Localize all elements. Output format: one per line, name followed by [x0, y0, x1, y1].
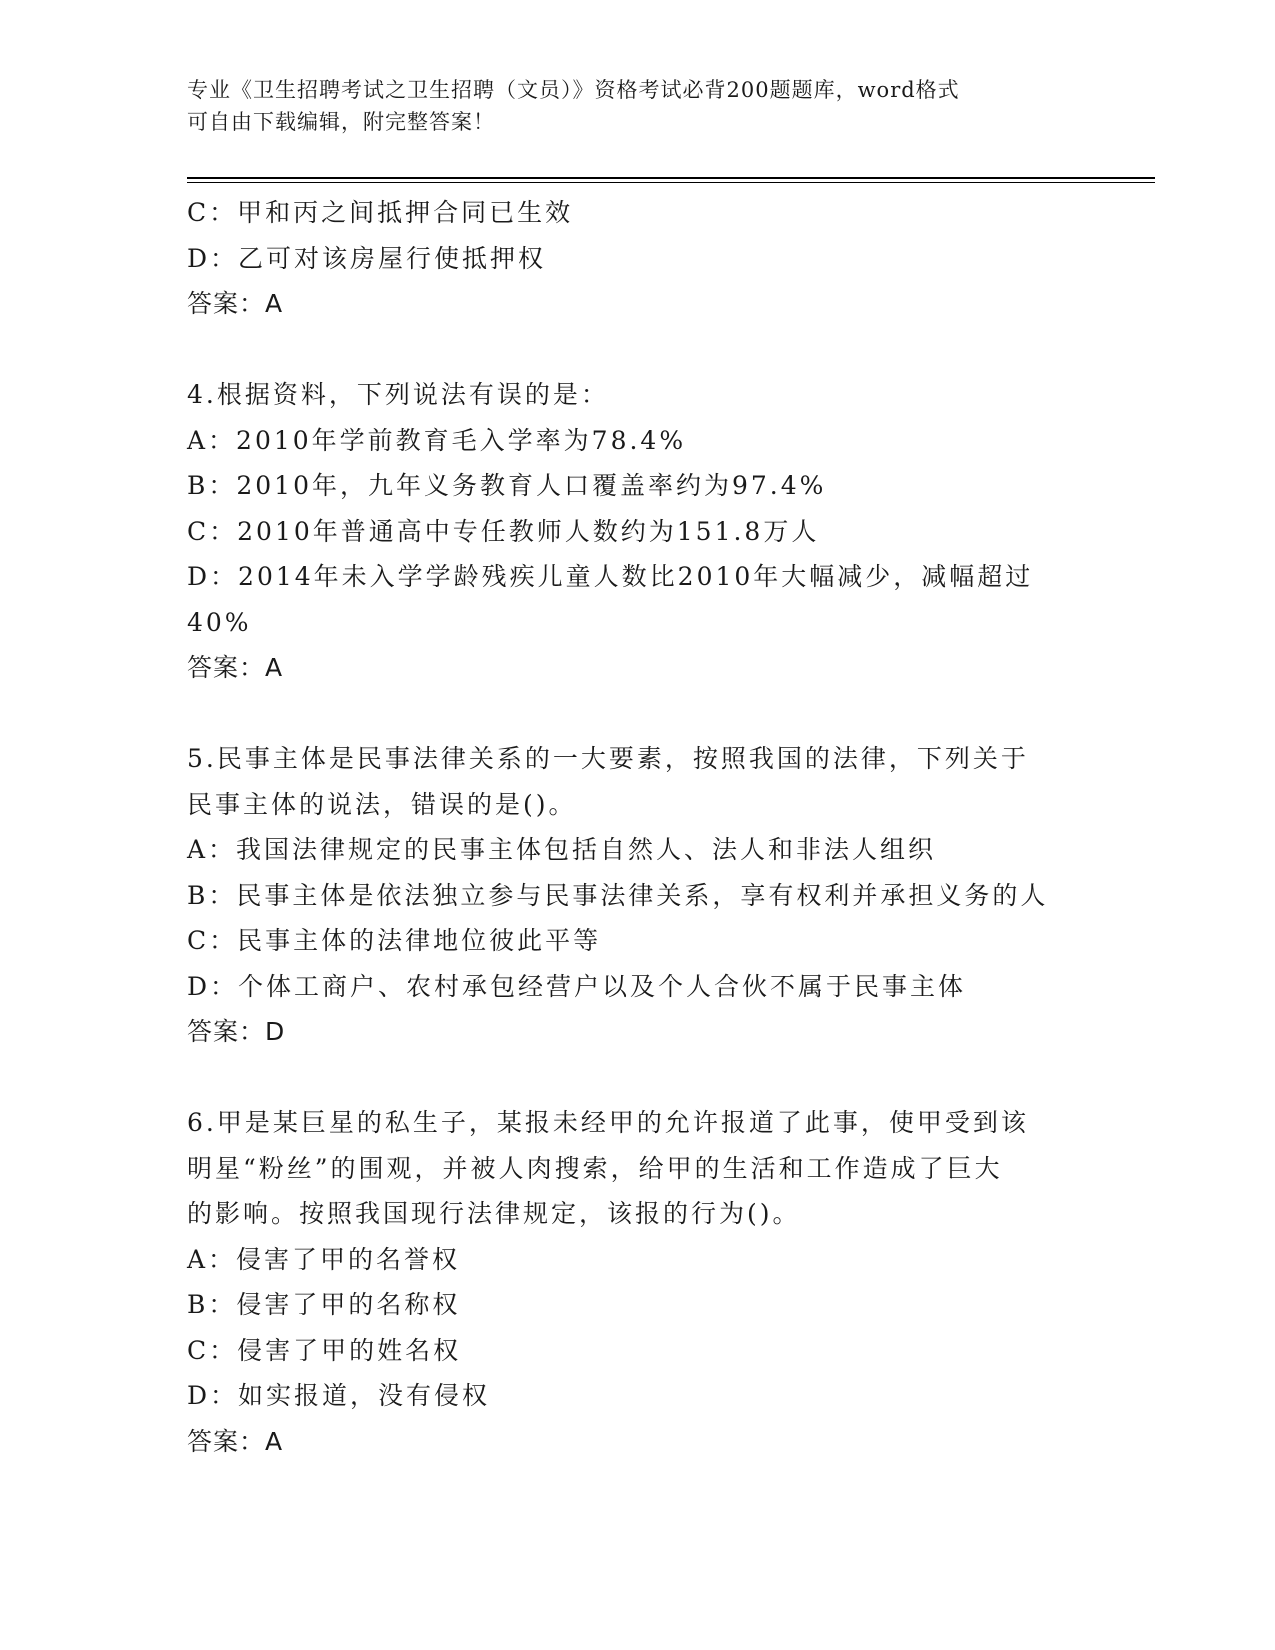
page-header — [187, 74, 1067, 138]
option-d-continued: 40% — [187, 607, 252, 637]
spacer — [187, 1055, 1087, 1101]
option-d: D：乙可对该房屋行使抵押权 — [187, 243, 547, 273]
option-a: A：侵害了甲的名誉权 — [187, 1244, 461, 1274]
question-stem-continued: 的影响。按照我国现行法律规定，该报的行为()。 — [187, 1199, 801, 1228]
option-d: D：2014年未入学学龄残疾儿童人数比2010年大幅减少，减幅超过 — [187, 562, 1034, 591]
option-b: B：民事主体是依法独立参与民事法律关系，享有权利并承担义务的人 — [187, 880, 1049, 910]
question-stem-continued: 明星“粉丝”的围观，并被人肉搜索，给甲的生活和工作造成了巨大 — [187, 1153, 1003, 1183]
question-stem: 5.民事主体是民事法律关系的一大要素，按照我国的法律，下列关于 — [187, 744, 1029, 773]
option-a: A：我国法律规定的民事主体包括自然人、法人和非法人组织 — [187, 835, 937, 864]
answer-line: 答案：D — [187, 1017, 286, 1046]
question-6 — [187, 1100, 1087, 1464]
question-stem: 4.根据资料，下列说法有误的是： — [187, 380, 609, 409]
header-title-line-2: 可自由下载编辑，附完整答案！ — [187, 110, 495, 134]
spacer — [187, 327, 1087, 373]
option-c: C：2010年普通高中专任教师人数约为151.8万人 — [187, 516, 820, 546]
option-d: D：如实报道，没有侵权 — [187, 1381, 491, 1410]
header-title-line-1: 专业《卫生招聘考试之卫生招聘（文员）》资格考试必背200题题库，word格式 — [187, 78, 960, 102]
question-stem: 6.甲是某巨星的私生子，某报未经甲的允许报道了此事，使甲受到该 — [187, 1108, 1029, 1137]
answer-line: 答案：A — [187, 653, 284, 682]
answer-line: 答案：A — [187, 1426, 284, 1456]
question-4 — [187, 372, 1087, 691]
question-list — [187, 190, 1087, 1464]
option-c: C：侵害了甲的姓名权 — [187, 1335, 462, 1365]
answer-line: 答案：A — [187, 289, 284, 318]
option-a: A：2010年学前教育毛入学率为78.4% — [187, 425, 687, 455]
question-stem-continued: 民事主体的说法，错误的是()。 — [187, 789, 577, 819]
option-c: C：甲和丙之间抵押合同已生效 — [187, 198, 574, 227]
option-d: D：个体工商户、农村承包经营户以及个人合伙不属于民事主体 — [187, 971, 967, 1001]
question-5 — [187, 736, 1087, 1055]
question-3-continued — [187, 190, 1087, 327]
header-divider-thick — [187, 177, 1155, 179]
spacer — [187, 691, 1087, 737]
option-b: B：侵害了甲的名称权 — [187, 1290, 461, 1319]
option-c: C：民事主体的法律地位彼此平等 — [187, 926, 602, 955]
header-divider-thin — [187, 182, 1155, 183]
option-b: B：2010年，九年义务教育人口覆盖率约为97.4% — [187, 471, 827, 500]
